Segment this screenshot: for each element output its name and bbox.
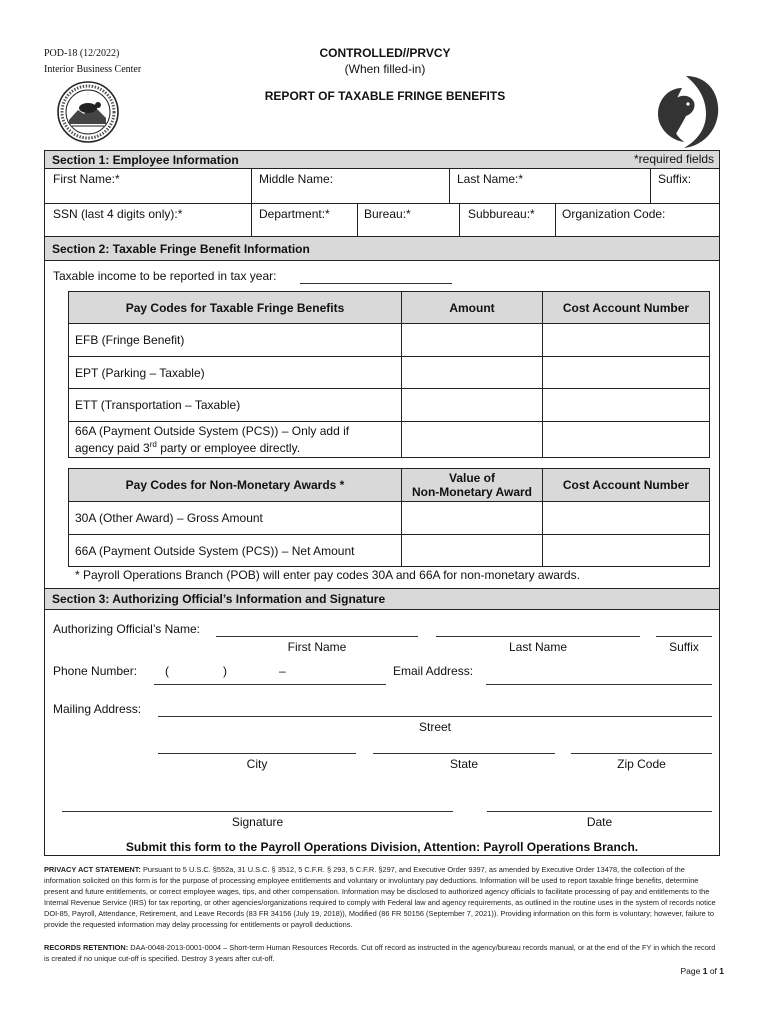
- row-66a-text: agency paid 3: [75, 441, 150, 455]
- row-66a-line1: 66A (Payment Outside System (PCS)) – Only add if: [75, 424, 350, 438]
- official-last-name-input[interactable]: [436, 636, 640, 637]
- last-name-field[interactable]: Last Name:*: [457, 172, 524, 186]
- cost-account-input[interactable]: [543, 535, 710, 567]
- table-row: [69, 422, 710, 458]
- privacy-act-statement: [44, 864, 720, 930]
- table-row: [69, 389, 710, 422]
- table-row: [69, 502, 710, 535]
- org-code-field[interactable]: Organization Code:: [562, 207, 666, 221]
- zip-input[interactable]: [571, 753, 712, 754]
- fringe-benefits-table: [68, 291, 710, 458]
- amount-input[interactable]: [402, 389, 543, 422]
- zip-caption: Zip Code: [617, 757, 666, 771]
- phone-input[interactable]: [154, 684, 386, 685]
- section1-title: Section 1: Employee Information: [52, 153, 239, 167]
- col-award-codes: Pay Codes for Non-Monetary Awards *: [69, 469, 402, 502]
- signature-input[interactable]: [62, 811, 453, 812]
- submit-note: Submit this form to the Payroll Operations Division, Attention: Payroll Operations Branch.: [125, 840, 639, 854]
- suffix-field[interactable]: Suffix:: [658, 172, 692, 186]
- page-of: of: [707, 966, 720, 976]
- first-name-field[interactable]: First Name:*: [53, 172, 120, 186]
- fringe-table-header: [69, 292, 710, 324]
- subbureau-field[interactable]: Subbureau:*: [468, 207, 535, 221]
- tax-year-label: Taxable income to be reported in tax year:: [53, 269, 277, 283]
- page-total: 1: [719, 966, 724, 976]
- date-input[interactable]: [487, 811, 712, 812]
- bison-logo-icon: [652, 74, 720, 150]
- awards-footnote: * Payroll Operations Branch (POB) will enter pay codes 30A and 66A for non-monetary awards.: [75, 568, 580, 582]
- city-input[interactable]: [158, 753, 356, 754]
- col-amount: Amount: [402, 292, 543, 324]
- cost-account-input[interactable]: [543, 324, 710, 357]
- privacy-text: Pursuant to 5 U.S.C. §552a, 31 U.S.C. § 3512, 5 C.F.R. § 293, 5 C.F.R. §297, and Executive Order 9397, as amended by Executive Order 13478, the collection of the information solicited on this form is for the purpose of processing employee entitlements and voluntary or involuntary pay deductions. Information will be used to report taxable fringe benefits, determine present and future entitlements, or correct employee wages, tips, and other compensation. Information may be disclosed to authorized agency officials to facilitate processing of pay and entitlements to the Internal Revenue Service (IRS) for tax reporting, or other agencies/organizations required to comply with Federal law and agency requirements, as outlined in the routine uses in the system of records notice DOI-85, Payroll, Attendance, Retirement, and Leave Records (83 FR 34156 (July 19, 2018)), Modified (86 FR 50156 (September 7, 2021)). Providing information on this form is voluntary; however, failure to provide the requested information may delay processing for entitlements or payroll deductions.: [44, 865, 716, 929]
- cost-account-input[interactable]: [543, 502, 710, 535]
- cost-account-input[interactable]: [543, 357, 710, 389]
- department-field[interactable]: Department:*: [259, 207, 330, 221]
- row-66a-sup: rd: [149, 440, 157, 449]
- amount-input[interactable]: [402, 357, 543, 389]
- official-first-name-input[interactable]: [216, 636, 418, 637]
- phone-close-paren: ): [223, 664, 227, 678]
- form-title: REPORT OF TAXABLE FRINGE BENEFITS: [264, 89, 506, 103]
- state-input[interactable]: [373, 753, 555, 754]
- row-66a-text-end: party or employee directly.: [156, 441, 301, 455]
- last-name-caption: Last Name: [508, 640, 568, 654]
- control-note: (When filled-in): [344, 62, 426, 76]
- email-label: Email Address:: [393, 664, 474, 678]
- street-input[interactable]: [158, 716, 712, 717]
- col-pay-codes: Pay Codes for Taxable Fringe Benefits: [69, 292, 402, 324]
- page-prefix: Page: [680, 966, 703, 976]
- cost-account-input[interactable]: [543, 422, 710, 458]
- row-label: EFB (Fringe Benefit): [69, 324, 402, 357]
- phone-label: Phone Number:: [53, 664, 138, 678]
- col-award-value: [402, 469, 543, 502]
- section3-header: [45, 588, 719, 610]
- official-suffix-input[interactable]: [656, 636, 712, 637]
- table-row: [69, 357, 710, 389]
- page-current: 1: [702, 966, 708, 976]
- official-name-label: Authorizing Official’s Name:: [53, 622, 200, 636]
- state-caption: State: [449, 757, 479, 771]
- street-caption: Street: [418, 720, 451, 734]
- bureau-field[interactable]: Bureau:*: [364, 207, 411, 221]
- row-label: 30A (Other Award) – Gross Amount: [69, 502, 402, 535]
- page-number: [681, 966, 725, 976]
- row-label-66a: [69, 422, 402, 458]
- email-input[interactable]: [486, 684, 712, 685]
- award-value-input[interactable]: [402, 535, 543, 567]
- records-text: DAA-0048-2013-0001-0004 – Short-term Human Resources Records. Cut off record as instructed in the agency/bureau records manual, or at the end of the FY in which the record is created if no unique cut-off is specified. Destroy 3 years after cut-off.: [44, 943, 716, 963]
- table-row: [69, 535, 710, 567]
- signature-caption: Signature: [231, 815, 284, 829]
- ssn-field[interactable]: SSN (last 4 digits only):*: [53, 207, 183, 221]
- first-name-caption: First Name: [287, 640, 347, 654]
- middle-name-field[interactable]: Middle Name:: [259, 172, 334, 186]
- date-caption: Date: [586, 815, 613, 829]
- row-label: ETT (Transportation – Taxable): [69, 389, 402, 422]
- award-value-line2: Non-Monetary Award: [411, 485, 532, 499]
- records-label: RECORDS RETENTION:: [44, 943, 129, 952]
- form-number: POD-18 (12/2022): [44, 48, 120, 59]
- suffix-caption: Suffix: [669, 640, 699, 654]
- privacy-label: PRIVACY ACT STATEMENT:: [44, 865, 141, 874]
- table-row: [69, 324, 710, 357]
- award-value-input[interactable]: [402, 502, 543, 535]
- required-note: *required fields: [634, 152, 715, 166]
- col-cost-account: Cost Account Number: [543, 292, 710, 324]
- control-marking: CONTROLLED//PRVCY: [319, 46, 451, 60]
- mailing-label: Mailing Address:: [53, 702, 142, 716]
- section2-header: [45, 236, 719, 261]
- section3-title: Section 3: Authorizing Official’s Information and Signature: [52, 592, 386, 606]
- section1-header: [45, 150, 719, 169]
- row-label: 66A (Payment Outside System (PCS)) – Net Amount: [69, 535, 402, 567]
- tax-year-input[interactable]: [300, 283, 452, 284]
- awards-table-header: [69, 469, 710, 502]
- amount-input[interactable]: [402, 422, 543, 458]
- section2-title: Section 2: Taxable Fringe Benefit Information: [52, 242, 310, 256]
- row-label: EPT (Parking – Taxable): [69, 357, 402, 389]
- award-value-line1: Value of: [448, 471, 495, 485]
- row-66a-line2: [75, 438, 395, 455]
- amount-input[interactable]: [402, 324, 543, 357]
- cost-account-input[interactable]: [543, 389, 710, 422]
- phone-dash: –: [279, 664, 286, 678]
- records-retention: [44, 942, 720, 964]
- city-caption: City: [246, 757, 268, 771]
- non-monetary-awards-table: [68, 468, 710, 567]
- agency-name: Interior Business Center: [44, 64, 142, 75]
- phone-open-paren: (: [165, 664, 169, 678]
- col-award-cost-account: Cost Account Number: [543, 469, 710, 502]
